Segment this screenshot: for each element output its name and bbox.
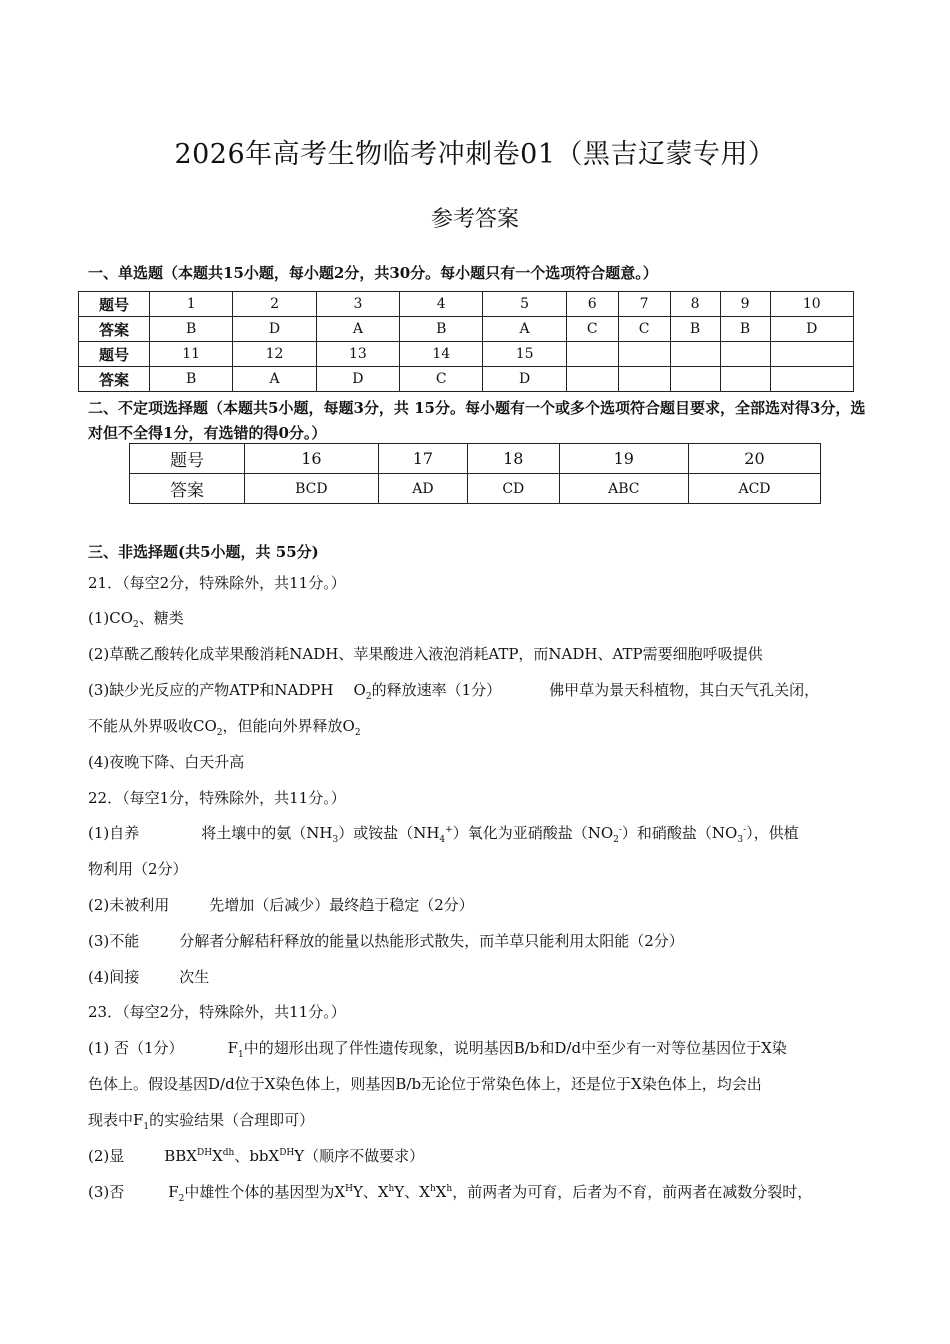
q21-answer-2: (2)草酰乙酸转化成苹果酸消耗NADH、苹果酸进入液泡消耗ATP，而NADH、ATP需要细胞呼吸提供 <box>88 645 763 663</box>
table-cell <box>618 342 670 367</box>
table-cell <box>670 342 720 367</box>
table-cell: B <box>720 317 770 342</box>
table-cell <box>566 342 618 367</box>
table-cell: 7 <box>618 292 670 317</box>
table-cell: 4 <box>400 292 483 317</box>
section2-heading: 二、不定项选择题（本题共5小题，每题3分，共 15分。每小题有一个或多个选项符合题目要求，全部选对得3分，选对但不全得1分，有选错的得0分。） <box>88 399 866 442</box>
q21-answer-4: (4)夜晚下降、白天升高 <box>88 753 245 771</box>
q22-answer-4: (4)间接 次生 <box>88 968 210 986</box>
table-cell: B <box>150 367 233 392</box>
q21-answer-3-cont: 不能从外界吸收$CO_2$，但能向外界释放$O_2$ <box>88 717 361 738</box>
table-cell: B <box>400 317 483 342</box>
q21-answer-3: (3)缺少光反应的产物ATP和NADPH $O_2$的释放速率（1分） 佛甲草为景天科植物，其白天气孔关闭， <box>88 681 820 702</box>
table-row <box>130 474 821 504</box>
table-header-cell: 题号 <box>79 292 150 317</box>
table-cell: C <box>566 317 618 342</box>
table-cell: A <box>316 317 399 342</box>
table-cell <box>770 342 853 367</box>
table-cell: B <box>150 317 233 342</box>
table-row <box>79 292 854 317</box>
section3-heading: 三、非选择题(共5小题，共 55分) <box>88 543 319 561</box>
table-cell <box>720 342 770 367</box>
table-cell <box>670 367 720 392</box>
section1-heading: 一、单选题（本题共15小题，每小题2分，共30分。每小题只有一个选项符合题意。） <box>88 264 658 282</box>
table-row <box>130 444 821 474</box>
table-cell: BCD <box>245 474 379 504</box>
table-row <box>79 342 854 367</box>
table-cell: 20 <box>688 444 820 474</box>
table-header-cell: 答案 <box>79 367 150 392</box>
q22-answer-1: (1)自养 将土壤中的氨$(NH_3)$或铵盐$(NH_4^+)$氧化为亚硝酸盐$(NO_2^-)$和硝酸盐$(NO_3^-)$，供植 <box>88 824 799 845</box>
single-choice-answer-table <box>78 291 854 392</box>
table-header-cell: 答案 <box>130 474 245 504</box>
table-cell: 17 <box>378 444 467 474</box>
table-cell: 1 <box>150 292 233 317</box>
table-header-cell: 答案 <box>79 317 150 342</box>
q23-answer-1: (1) 否（1分） $F_1$中的翅形出现了伴性遗传现象，说明基因B/b和D/d中至少有一对等位基因位于X染 <box>88 1039 787 1060</box>
q23-answer-1-cont: 色体上。假设基因D/d位于X染色体上，则基因B/b无论位于常染色体上，还是位于X染色体上，均会出 <box>88 1075 762 1093</box>
table-cell: 8 <box>670 292 720 317</box>
table-cell: 18 <box>468 444 560 474</box>
q22-header: 22．（每空1分，特殊除外，共11分。） <box>88 789 346 807</box>
page-subtitle: 参考答案 <box>430 207 519 232</box>
page-title: 2026年高考生物临考冲刺卷01（黑吉辽蒙专用） <box>174 139 776 170</box>
table-cell: D <box>770 317 853 342</box>
table-cell: ABC <box>559 474 688 504</box>
table-row <box>79 317 854 342</box>
table-cell: C <box>618 317 670 342</box>
table-cell <box>566 367 618 392</box>
table-cell: 16 <box>245 444 379 474</box>
table-cell: A <box>233 367 316 392</box>
table-cell: 11 <box>150 342 233 367</box>
table-cell: 14 <box>400 342 483 367</box>
table-cell: AD <box>378 474 467 504</box>
table-row <box>79 367 854 392</box>
table-cell <box>618 367 670 392</box>
table-cell: 3 <box>316 292 399 317</box>
table-cell: 19 <box>559 444 688 474</box>
table-cell: 9 <box>720 292 770 317</box>
table-cell: 2 <box>233 292 316 317</box>
q23-answer-2: (2)显 $BBX^{DH}X^{dh}$、bbX$^{DH}$Y（顺序不做要求） <box>88 1147 425 1165</box>
table-cell: B <box>670 317 720 342</box>
table-cell <box>770 367 853 392</box>
table-cell: 13 <box>316 342 399 367</box>
table-cell: D <box>316 367 399 392</box>
q22-answer-2: (2)未被利用 先增加（后减少）最终趋于稳定（2分） <box>88 896 474 914</box>
table-cell: 10 <box>770 292 853 317</box>
table-cell: D <box>233 317 316 342</box>
table-cell: 5 <box>483 292 566 317</box>
table-cell <box>720 367 770 392</box>
table-cell: CD <box>468 474 560 504</box>
q22-answer-3: (3)不能 分解者分解秸秆释放的能量以热能形式散失，而羊草只能利用太阳能（2分） <box>88 932 684 950</box>
table-cell: 12 <box>233 342 316 367</box>
table-header-cell: 题号 <box>130 444 245 474</box>
q21-header: 21．（每空2分，特殊除外，共11分。） <box>88 574 346 592</box>
q23-answer-3: (3)否 $F_2$中雄性个体的基因型为$X^HY$、$X^hY$、$X^hX^h$，前两者为可育，后者为不育，前两者在减数分裂时， <box>88 1183 813 1204</box>
q22-answer-1-cont: 物利用（2分） <box>88 860 188 878</box>
table-cell: D <box>483 367 566 392</box>
q23-header: 23．（每空2分，特殊除外，共11分。） <box>88 1003 346 1021</box>
multi-choice-answer-table <box>129 443 821 504</box>
q23-answer-1-cont2: 现表中$F_1$的实验结果（合理即可） <box>88 1111 315 1132</box>
table-header-cell: 题号 <box>79 342 150 367</box>
q21-answer-1: $(1)CO_2$、糖类 <box>88 609 184 630</box>
table-cell: A <box>483 317 566 342</box>
table-cell: C <box>400 367 483 392</box>
table-cell: 6 <box>566 292 618 317</box>
table-cell: ACD <box>688 474 820 504</box>
table-cell: 15 <box>483 342 566 367</box>
